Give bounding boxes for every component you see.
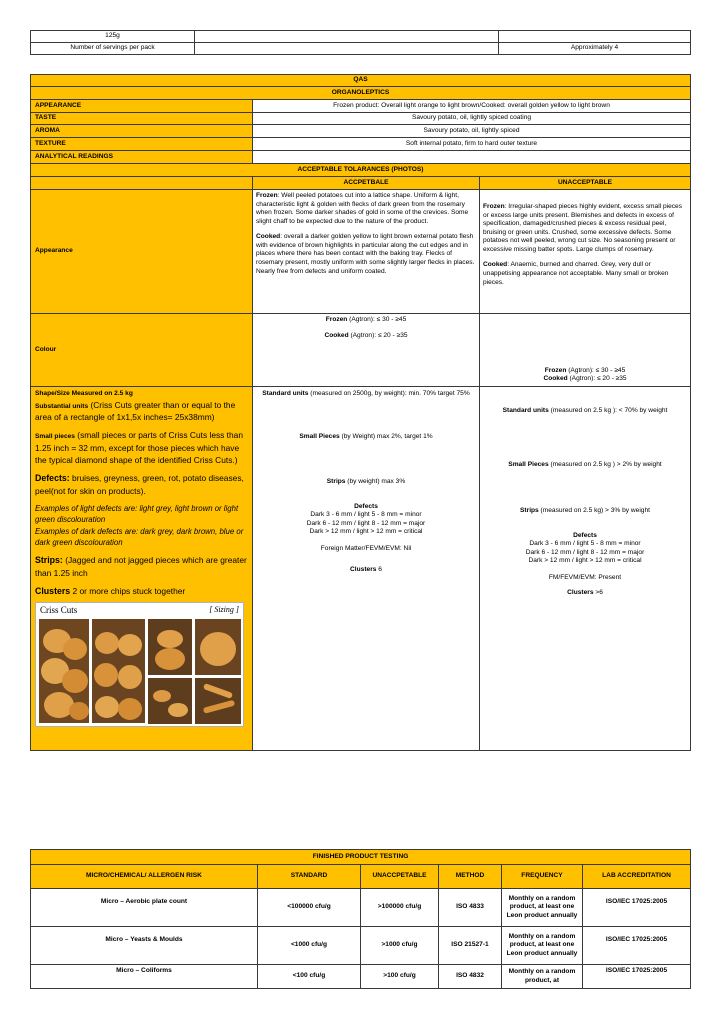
strips-label: Strips:: [35, 555, 63, 566]
un-frozen-label: Frozen: [483, 203, 505, 210]
organoleptics-title: ORGANOLEPTICS: [31, 87, 691, 100]
photo-standard-units: [39, 619, 89, 723]
acc-small-pieces-label: Small Pieces: [299, 432, 340, 440]
un-clusters-value: >6: [593, 588, 603, 596]
light-defects-examples: Examples of light defects are: light grey, light brown or light green discolouration: [35, 504, 239, 525]
un-small-pieces-label: Small Pieces: [508, 460, 549, 468]
header-frequency: FREQUENCY: [502, 865, 583, 889]
colour-acc-cooked-label: Cooked: [324, 331, 349, 339]
substantial-units-label: Substantial units: [35, 402, 89, 410]
un-defects-critical: Dark > 12 mm / light > 12 mm = critical: [528, 557, 642, 565]
un-frozen-text: : Irregular-shaped pieces highly evident, excess small pieces or excess large units present. Blemishes and defects in excess of specification, damaged/crushed pieces & excess residual peel, bruising or green units. Crushed, some excessive defects. Some potatoes not well peeled, wrong cut size. No seasoning present or excessive missing batter spots. Large clumps of rosemary.: [483, 203, 683, 253]
acc-defects-minor: Dark 3 - 6 mm / light 5 - 8 mm = minor: [310, 511, 422, 519]
acc-clusters-value: 6: [376, 565, 382, 573]
table-row: [31, 889, 691, 927]
table-row: [31, 965, 691, 989]
colour-acc-frozen-value: (Agtron): ≤ 30 - ≥45: [347, 316, 407, 323]
waffle-fries-icon: [39, 619, 89, 723]
header-unacceptable: UNACCPETABLE: [361, 865, 439, 889]
risk-cell: Micro – Coliforms: [31, 965, 258, 989]
colour-un-frozen-value: (Agtron): ≤ 30 - ≥45: [566, 366, 626, 374]
risk-cell: Micro – Yeasts & Moulds: [31, 927, 258, 965]
taste-value: Savoury potato, oil, lightly spiced coating: [253, 113, 691, 125]
acc-standard-units-text: (measured on 2500g, by weight): min. 70% target 75%: [308, 390, 470, 397]
method-cell: ISO 4833: [439, 889, 502, 927]
acc-small-pieces-text: (by Weight) max 2%, target 1%: [339, 432, 433, 440]
photo-title: Criss Cuts: [40, 605, 78, 616]
acc-strips-label: Strips: [326, 478, 346, 486]
pack-weight-cell-2: [195, 31, 499, 43]
acc-foreign-matter: Foreign Matter/FEVM/EVM: Nil: [320, 544, 412, 552]
shape-size-cell: [31, 387, 253, 751]
small-pieces-icon: [195, 619, 241, 675]
servings-label: Number of servings per pack: [31, 43, 195, 55]
acc-clusters-label: Clusters: [350, 565, 377, 573]
photo-sizing-label: [ Sizing ]: [209, 605, 239, 615]
accreditation-cell: ISO/IEC 17025:2005: [583, 965, 691, 989]
pack-weight-cell: 125g: [31, 31, 195, 43]
waffle-fries-icon: [92, 619, 145, 723]
acc-defects-major: Dark 6 - 12 mm / light 8 - 12 mm = major: [306, 519, 426, 527]
small-pieces-label: Small pieces: [35, 433, 75, 441]
colour-unacceptable-cell: [480, 314, 691, 387]
texture-label: TEXTURE: [31, 138, 253, 151]
accreditation-cell: ISO/IEC 17025:2005: [583, 889, 691, 927]
clusters-label: Clusters: [35, 586, 71, 597]
shape-unacceptable-cell: [480, 387, 691, 751]
standard-cell: <100000 cfu/g: [258, 889, 361, 927]
servings-cell-2: [195, 43, 499, 55]
frequency-cell: Monthly on a random product, at least one Leon product annually: [502, 889, 583, 927]
un-strips-text: (measured on 2.5 kg) > 3% by weight: [538, 507, 650, 515]
substantial-units-text: (Criss Cuts greater than or equal to the area of a rectangle of 1x1,5x inches= 25x38mm): [35, 399, 236, 423]
defects-text: bruises, greyness, green, rot, potato diseases, peel(not for skin on products).: [35, 473, 244, 496]
analytical-readings-label: ANALYTICAL READINGS: [31, 151, 253, 164]
dark-defects-examples: Examples of dark defects are: dark grey, dark brown, blue or dark green discolouration: [35, 526, 244, 548]
taste-label: TASTE: [31, 113, 253, 125]
appearance-label: APPEARANCE: [31, 100, 253, 113]
colour-un-cooked-label: Cooked: [543, 375, 568, 383]
header-risk: MICRO/CHEMICAL/ ALLERGEN RISK: [31, 865, 258, 889]
acc-defects-label: Defects: [354, 502, 378, 510]
header-standard: STANDARD: [258, 865, 361, 889]
un-standard-units-label: Standard units: [502, 407, 549, 414]
acc-frozen-label: Frozen: [256, 192, 278, 199]
strips-icon: [195, 678, 241, 724]
unacceptable-cell: >100000 cfu/g: [361, 889, 439, 927]
analytical-readings-value: [253, 151, 691, 164]
colour-un-cooked-value: (Agtron): ≤ 20 - ≥35: [567, 375, 627, 383]
header-method: METHOD: [439, 865, 502, 889]
un-small-pieces-text: (measured on 2.5 kg ) > 2% by weight: [548, 460, 662, 468]
acc-frozen-text: : Well peeled potatoes cut into a lattice shape. Uniform & light, characteristic light & golden with flecks of dark green from the rosemary when frozen. Some darker shades of gold in some of the crevices. Some slight chaff to be expected due to the nature of the product.: [256, 192, 469, 225]
finished-testing-title: FINISHED PRODUCT TESTING: [31, 850, 691, 865]
photo-small-pieces-2: [148, 678, 192, 724]
un-clusters-label: Clusters: [567, 588, 594, 596]
accreditation-cell: ISO/IEC 17025:2005: [583, 927, 691, 965]
frequency-cell: Monthly on a random product, at: [502, 965, 583, 989]
pack-weight-cell-3: [499, 31, 691, 43]
strips-text: (Jagged and not jagged pieces which are greater than 1.25 inch: [35, 555, 247, 579]
un-defects-minor: Dark 3 - 6 mm / light 5 - 8 mm = minor: [529, 540, 641, 548]
misshapen-fries-icon: [148, 619, 192, 675]
photo-misshapen: [148, 619, 192, 675]
texture-value: Soft internal potato, firm to hard outer texture: [253, 138, 691, 151]
standard-cell: <1000 cfu/g: [258, 927, 361, 965]
unacceptable-cell: >100 cfu/g: [361, 965, 439, 989]
risk-cell: Micro – Aerobic plate count: [31, 889, 258, 927]
appearance-unacceptable-cell: [480, 190, 691, 314]
criss-cuts-sizing-photo: [35, 602, 244, 727]
tolerances-title: ACCEPTABLE TOLARANCES (PHOTOS): [31, 164, 691, 177]
acceptable-column-header: ACCPETBALE: [253, 177, 480, 190]
un-strips-label: Strips: [520, 507, 539, 515]
aroma-value: Savoury potato, oil, lightly spiced: [253, 125, 691, 138]
un-foreign-matter: FM/FEVM/EVM: Present: [548, 573, 622, 581]
shape-acceptable-cell: [253, 387, 480, 751]
defects-label: Defects:: [35, 473, 70, 484]
small-pieces-icon: [148, 678, 192, 724]
aroma-label: AROMA: [31, 125, 253, 138]
colour-acceptable-cell: [253, 314, 480, 387]
acc-cooked-label: Cooked: [256, 233, 281, 241]
un-defects-label: Defects: [573, 531, 597, 539]
qas-title: QAS: [31, 75, 691, 87]
appearance-tolerance-label: Appearance: [31, 190, 253, 314]
colour-un-frozen-label: Frozen: [544, 366, 567, 374]
table-row: [31, 927, 691, 965]
standard-cell: <100 cfu/g: [258, 965, 361, 989]
method-cell: ISO 4832: [439, 965, 502, 989]
photo-strips: [195, 678, 241, 724]
un-defects-major: Dark 6 - 12 mm / light 8 - 12 mm = major: [525, 548, 645, 556]
finished-product-testing-table: [30, 849, 691, 989]
acc-strips-text: (by weight) max 3%: [345, 478, 406, 486]
colour-label: Colour: [31, 314, 253, 387]
unacceptable-cell: >1000 cfu/g: [361, 927, 439, 965]
acc-standard-units-label: Standard units: [262, 390, 309, 397]
colour-acc-cooked-value: (Agtron): ≤ 20 - ≥35: [348, 331, 408, 339]
pack-info-table: [30, 30, 691, 55]
photo-substantial-units: [92, 619, 145, 723]
qas-table: [30, 74, 691, 751]
header-accreditation: LAB ACCREDITATION: [583, 865, 691, 889]
un-cooked-label: Cooked: [483, 261, 508, 269]
small-pieces-text: (small pieces or parts of Criss Cuts less than 1.25 inch = 32 mm, except for those pieces which have the typical diamond shape of the identified Criss Cuts.): [35, 430, 243, 466]
frequency-cell: Monthly on a random product, at least one Leon product annually: [502, 927, 583, 965]
colour-acc-frozen-label: Frozen: [325, 316, 348, 323]
un-standard-units-text: (measured on 2.5 kg ): < 70% by weight: [548, 407, 668, 414]
method-cell: ISO 21527-1: [439, 927, 502, 965]
servings-value: Approximately 4: [499, 43, 691, 55]
un-cooked-text: : Anaemic, burned and charred. Grey, very dull or unappetising appearance not acceptable. Many small or broken pieces.: [483, 261, 669, 286]
appearance-value: Frozen product: Overall light orange to light brown/Cooked: overall golden yellow to light brown: [253, 100, 691, 113]
acc-cooked-text: : overall a darker golden yellow to light brown external potato flesh with evidence of brown highlights in particular along the cut edges and in places where there has been contact with the baking tray. Flecks of rosemary present, mostly uniform with some slightly larger flecks in places. Nearly free from defects and uniform coated.: [256, 233, 475, 275]
acc-defects-critical: Dark > 12 mm / light > 12 mm = critical: [309, 528, 423, 536]
appearance-acceptable-cell: [253, 190, 480, 314]
photo-small-pieces-1: [195, 619, 241, 675]
shape-size-title: Shape/Size Measured on 2.5 kg: [35, 390, 133, 397]
clusters-text: 2 or more chips stuck together: [70, 586, 186, 597]
unacceptable-column-header: UNACCEPTABLE: [480, 177, 691, 190]
